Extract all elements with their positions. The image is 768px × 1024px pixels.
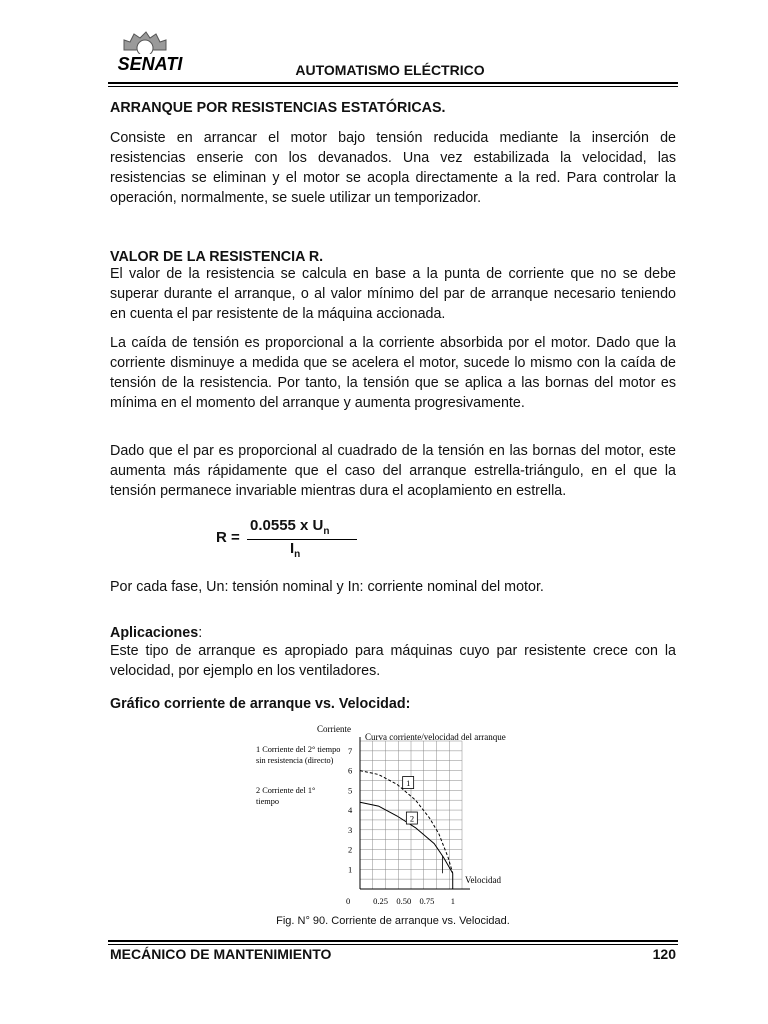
x-tick-label: 0,25	[373, 896, 389, 904]
series-1-label-line1: 1 Corriente del 2° tiempo	[256, 745, 341, 754]
chart-y-axis-label: Corriente	[317, 724, 351, 734]
header-divider	[108, 82, 678, 84]
series-1-label-line2: sin resistencia (directo)	[256, 756, 334, 765]
y-tick-label: 4	[348, 805, 353, 816]
x-tick-label: 0,50	[396, 896, 412, 904]
formula-lhs: R =	[216, 529, 240, 546]
paragraph-valor-resistencia: El valor de la resistencia se calcula en base a la punta de corriente que no se debe superar durante el arranque, o al valor mínimo del par de arranque necesario teniendo en cuenta el par resistente de la máquina accionada.	[110, 266, 676, 322]
paragraph-caida-tension: La caída de tensión es proporcional a la corriente absorbida por el motor. Dado que la corriente disminuye a medida que se acelera el motor, sucede lo mismo con la caída de tensión de la resistencia. Por tanto, la tensión que se aplica a las bornas del motor es mínima en el momento del arranque y aumenta progresivamente.	[110, 335, 676, 411]
formula-denominator: $I_n$	[290, 540, 301, 560]
x-tick-label: 1	[450, 896, 455, 904]
svg-text:SENATI: SENATI	[117, 54, 183, 74]
x-tick-label: 0	[346, 896, 351, 904]
series-2-label-line2: tiempo	[256, 797, 280, 806]
formula-fraction-bar	[247, 539, 357, 540]
page-number: 120	[652, 946, 676, 962]
applications-body: Este tipo de arranque es apropiado para máquinas cuyo par resistente crece con la velocidad, por ejemplo en los ventiladores.	[110, 643, 676, 679]
formula-note: Por cada fase, Un: tensión nominal y In: corriente nominal del motor.	[110, 579, 544, 595]
series-2-marker-label: 2	[409, 813, 415, 824]
x-tick-label: 0,75	[419, 896, 435, 904]
gear-icon	[124, 32, 166, 56]
series-1-marker-label: 1	[406, 778, 411, 789]
section-heading-arranque: ARRANQUE POR RESISTENCIAS ESTATÓRICAS.	[110, 100, 446, 116]
chart-title: Curva corriente/velocidad del arranque	[365, 732, 506, 742]
document-header-title: AUTOMATISMO ELÉCTRICO	[295, 62, 485, 78]
footer-divider	[108, 940, 678, 942]
y-tick-label: 2	[348, 844, 353, 855]
y-tick-label: 5	[348, 785, 353, 796]
section-heading-valor-resistencia: VALOR DE LA RESISTENCIA R.	[110, 249, 324, 265]
series-2-label-line1: 2 Corriente del 1°	[256, 786, 316, 795]
current-vs-speed-chart	[250, 718, 520, 904]
applications-heading: Aplicaciones:	[110, 625, 203, 641]
paragraph-par-proporcional: Dado que el par es proporcional al cuadrado de la tensión en las bornas del motor, este aumenta más rápidamente que el caso del arranque estrella-triángulo, en el que la tensión permanece invariable mientras dura el acoplamiento en estrella.	[110, 443, 676, 499]
chart-svg	[250, 718, 520, 904]
y-tick-label: 3	[348, 824, 353, 835]
y-tick-label: 1	[348, 864, 353, 875]
header-divider-thin	[108, 86, 678, 87]
formula-numerator: 0.0555 x $U_n$	[250, 517, 330, 537]
graph-heading: Gráfico corriente de arranque vs. Velocidad:	[110, 696, 411, 712]
resistance-formula	[210, 517, 360, 567]
figure-caption: Fig. N° 90. Corriente de arranque vs. Velocidad.	[276, 915, 510, 927]
footer-title: MECÁNICO DE MANTENIMIENTO	[110, 946, 332, 962]
senati-logo	[108, 28, 192, 78]
paragraph-arranque: Consiste en arrancar el motor bajo tensión reducida mediante la inserción de resistencias enserie con los devanados. Una vez estabilizada la velocidad, las resistencias se eliminan y el motor se acopla directamente a la red. Para controlar la operación, normalmente, se suele utilizar un temporizador.	[110, 130, 676, 206]
y-tick-label: 6	[348, 765, 353, 776]
y-tick-label: 7	[348, 745, 353, 756]
chart-x-axis-label: Velocidad	[465, 875, 501, 885]
footer-divider-thin	[108, 944, 678, 945]
